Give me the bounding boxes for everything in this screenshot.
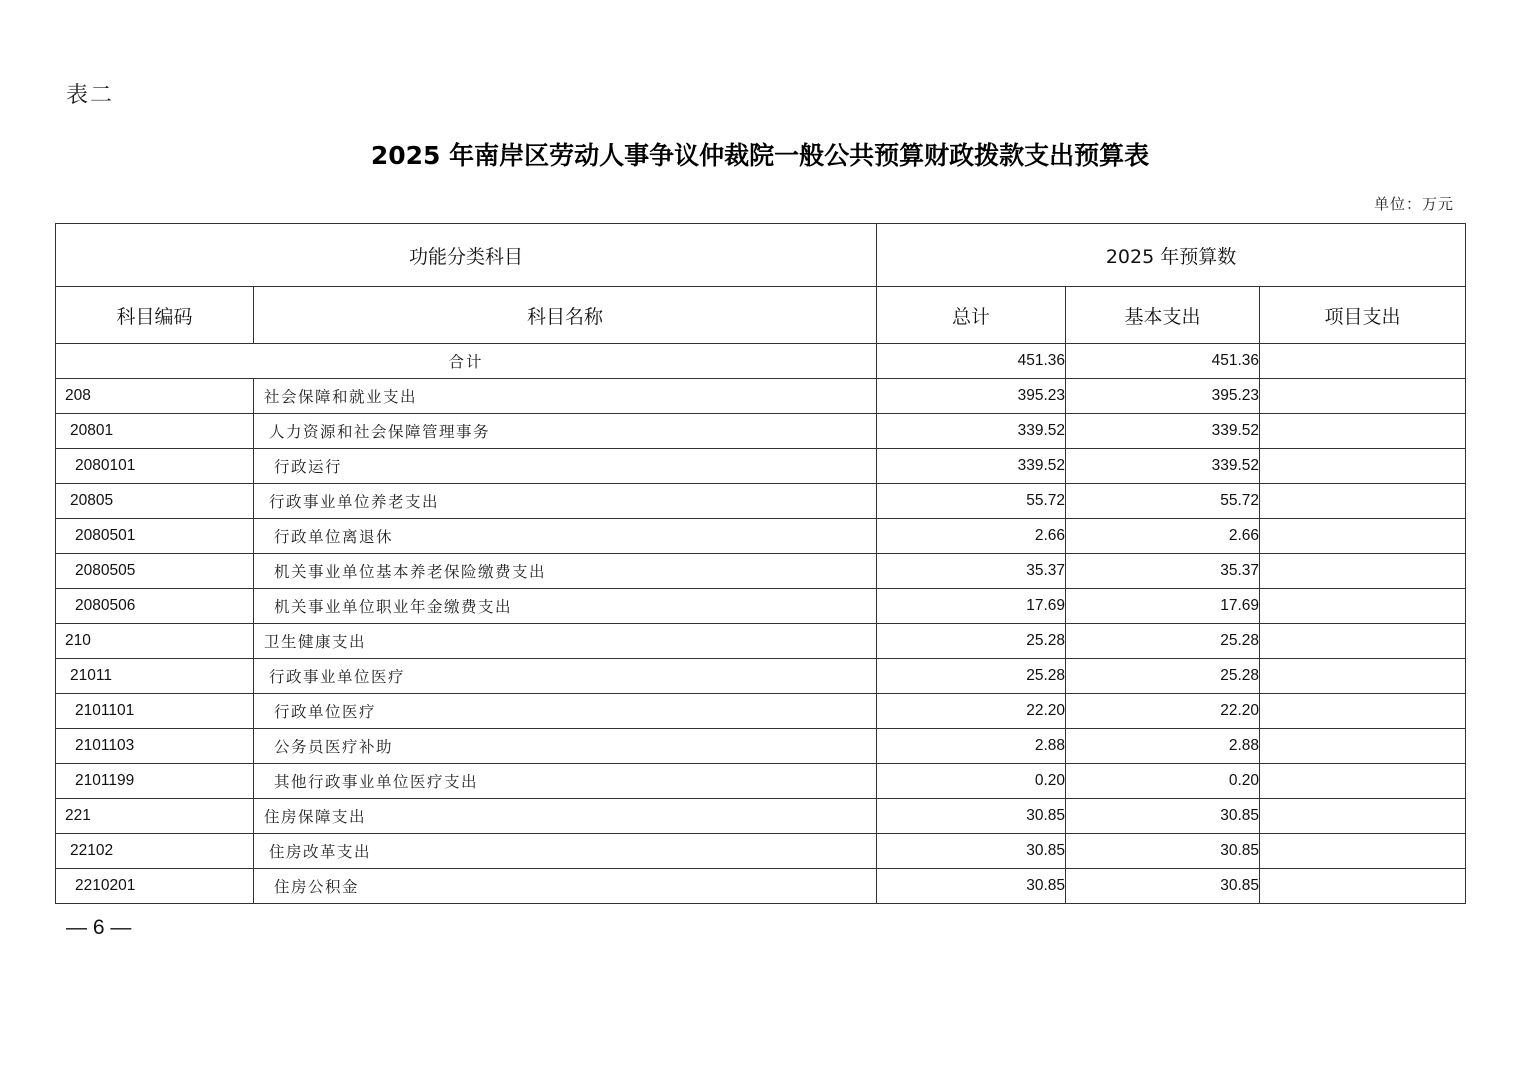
cell-project bbox=[1260, 799, 1466, 834]
cell-total: 30.85 bbox=[877, 799, 1066, 834]
cell-basic: 25.28 bbox=[1066, 624, 1260, 659]
cell-total: 17.69 bbox=[877, 589, 1066, 624]
cell-name: 社会保障和就业支出 bbox=[254, 379, 877, 414]
cell-total: 35.37 bbox=[877, 554, 1066, 589]
cell-code: 20805 bbox=[56, 484, 254, 519]
cell-project bbox=[1260, 519, 1466, 554]
cell-code: 20801 bbox=[56, 414, 254, 449]
cell-project bbox=[1260, 624, 1466, 659]
cell-project bbox=[1260, 554, 1466, 589]
header-name: 科目名称 bbox=[254, 287, 877, 344]
cell-project bbox=[1260, 764, 1466, 799]
table-row bbox=[56, 379, 1466, 414]
cell-basic: 2.66 bbox=[1066, 519, 1260, 554]
cell-basic: 0.20 bbox=[1066, 764, 1260, 799]
cell-name: 行政事业单位医疗 bbox=[254, 659, 877, 694]
cell-project bbox=[1260, 869, 1466, 904]
cell-total: 339.52 bbox=[877, 449, 1066, 484]
cell-code: 2080501 bbox=[56, 519, 254, 554]
cell-code: 2101199 bbox=[56, 764, 254, 799]
table-label: 表二 bbox=[66, 83, 115, 108]
cell-basic: 339.52 bbox=[1066, 449, 1260, 484]
table-row bbox=[56, 519, 1466, 554]
table-row bbox=[56, 694, 1466, 729]
table-row bbox=[56, 414, 1466, 449]
table-row bbox=[56, 764, 1466, 799]
cell-basic: 30.85 bbox=[1066, 834, 1260, 869]
cell-total: 25.28 bbox=[877, 624, 1066, 659]
table-row bbox=[56, 449, 1466, 484]
header-row-columns bbox=[56, 287, 1466, 344]
header-project: 项目支出 bbox=[1260, 287, 1466, 344]
cell-basic: 30.85 bbox=[1066, 869, 1260, 904]
header-basic: 基本支出 bbox=[1066, 287, 1260, 344]
total-row bbox=[56, 344, 1466, 379]
cell-basic: 17.69 bbox=[1066, 589, 1260, 624]
cell-name: 行政单位医疗 bbox=[254, 694, 877, 729]
header-functional-category: 功能分类科目 bbox=[56, 224, 877, 287]
unit-note: 单位：万元 bbox=[1373, 195, 1454, 213]
cell-total: 339.52 bbox=[877, 414, 1066, 449]
table-row bbox=[56, 554, 1466, 589]
cell-basic: 339.52 bbox=[1066, 414, 1260, 449]
total-cell-basic: 451.36 bbox=[1066, 344, 1260, 379]
cell-basic: 25.28 bbox=[1066, 659, 1260, 694]
header-row-group bbox=[56, 224, 1466, 287]
total-label: 合计 bbox=[56, 344, 877, 379]
table-row bbox=[56, 799, 1466, 834]
cell-basic: 395.23 bbox=[1066, 379, 1260, 414]
total-cell-project bbox=[1260, 344, 1466, 379]
cell-total: 30.85 bbox=[877, 834, 1066, 869]
cell-name: 住房公积金 bbox=[254, 869, 877, 904]
table-row bbox=[56, 484, 1466, 519]
cell-code: 2101103 bbox=[56, 729, 254, 764]
table-row bbox=[56, 659, 1466, 694]
cell-code: 2080506 bbox=[56, 589, 254, 624]
cell-total: 2.66 bbox=[877, 519, 1066, 554]
cell-basic: 22.20 bbox=[1066, 694, 1260, 729]
cell-name: 住房保障支出 bbox=[254, 799, 877, 834]
header-budget-amount: 2025 年预算数 bbox=[877, 224, 1466, 287]
page-number: — 6 — bbox=[66, 916, 132, 939]
cell-code: 2080101 bbox=[56, 449, 254, 484]
cell-code: 210 bbox=[56, 624, 254, 659]
cell-total: 395.23 bbox=[877, 379, 1066, 414]
cell-project bbox=[1260, 449, 1466, 484]
cell-name: 住房改革支出 bbox=[254, 834, 877, 869]
cell-total: 30.85 bbox=[877, 869, 1066, 904]
cell-basic: 2.88 bbox=[1066, 729, 1260, 764]
cell-name: 公务员医疗补助 bbox=[254, 729, 877, 764]
cell-code: 21011 bbox=[56, 659, 254, 694]
cell-name: 其他行政事业单位医疗支出 bbox=[254, 764, 877, 799]
cell-total: 55.72 bbox=[877, 484, 1066, 519]
table-row bbox=[56, 589, 1466, 624]
document-title: 2025 年南岸区劳动人事争议仲裁院一般公共预算财政拨款支出预算表 bbox=[370, 141, 1150, 170]
cell-project bbox=[1260, 729, 1466, 764]
header-total: 总计 bbox=[877, 287, 1066, 344]
cell-project bbox=[1260, 379, 1466, 414]
cell-name: 行政运行 bbox=[254, 449, 877, 484]
cell-basic: 30.85 bbox=[1066, 799, 1260, 834]
budget-table bbox=[55, 223, 1466, 904]
cell-name: 行政单位离退休 bbox=[254, 519, 877, 554]
cell-total: 22.20 bbox=[877, 694, 1066, 729]
total-cell-total: 451.36 bbox=[877, 344, 1066, 379]
cell-basic: 35.37 bbox=[1066, 554, 1260, 589]
cell-total: 0.20 bbox=[877, 764, 1066, 799]
cell-code: 2210201 bbox=[56, 869, 254, 904]
cell-name: 行政事业单位养老支出 bbox=[254, 484, 877, 519]
table-row bbox=[56, 834, 1466, 869]
table-row bbox=[56, 729, 1466, 764]
cell-name: 卫生健康支出 bbox=[254, 624, 877, 659]
cell-project bbox=[1260, 659, 1466, 694]
cell-project bbox=[1260, 589, 1466, 624]
header-code: 科目编码 bbox=[56, 287, 254, 344]
cell-code: 22102 bbox=[56, 834, 254, 869]
cell-project bbox=[1260, 834, 1466, 869]
cell-name: 机关事业单位职业年金缴费支出 bbox=[254, 589, 877, 624]
table-row bbox=[56, 869, 1466, 904]
cell-name: 机关事业单位基本养老保险缴费支出 bbox=[254, 554, 877, 589]
cell-total: 25.28 bbox=[877, 659, 1066, 694]
table-row bbox=[56, 624, 1466, 659]
cell-project bbox=[1260, 484, 1466, 519]
cell-project bbox=[1260, 694, 1466, 729]
cell-name: 人力资源和社会保障管理事务 bbox=[254, 414, 877, 449]
cell-code: 221 bbox=[56, 799, 254, 834]
cell-total: 2.88 bbox=[877, 729, 1066, 764]
cell-code: 2080505 bbox=[56, 554, 254, 589]
cell-code: 2101101 bbox=[56, 694, 254, 729]
cell-project bbox=[1260, 414, 1466, 449]
cell-basic: 55.72 bbox=[1066, 484, 1260, 519]
cell-code: 208 bbox=[56, 379, 254, 414]
